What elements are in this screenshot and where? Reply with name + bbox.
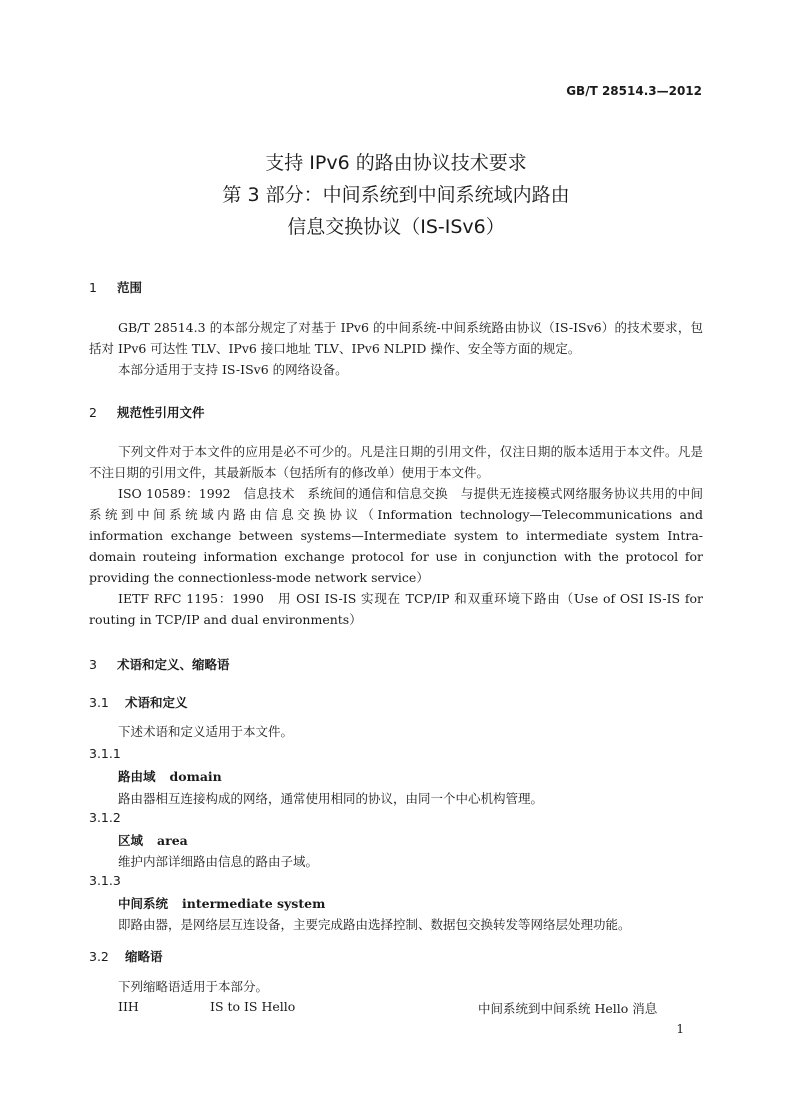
page-number: 1 [676, 1022, 684, 1036]
abbreviation: IIH [118, 999, 139, 1014]
subsection-title: 术语和定义 [125, 695, 188, 710]
paragraph: 下述术语和定义适用于本文件。 [118, 724, 294, 739]
abbreviation-expansion: IS to IS Hello [210, 999, 296, 1014]
section-number: 1 [89, 280, 97, 295]
subsection-title: 缩略语 [125, 949, 163, 964]
title-line-2: 第 3 部分：中间系统到中间系统域内路由 [222, 184, 570, 206]
term-number: 3.1.1 [89, 746, 121, 761]
section-number: 2 [89, 405, 97, 420]
paragraph: 本部分适用于支持 IS-ISv6 的网络设备。 [118, 362, 348, 377]
section-title: 范围 [117, 280, 143, 295]
subsection-heading [89, 693, 188, 711]
term-number: 3.1.2 [89, 810, 121, 825]
term-definition: 即路由器，是网络层互连设备，主要完成路由选择控制、数据包交换转发等网络层处理功能。 [118, 917, 631, 932]
title-line-3: 信息交换协议（IS-ISv6） [287, 216, 505, 238]
term-number: 3.1.3 [89, 873, 121, 888]
section-number: 3 [89, 657, 97, 672]
abbreviation-meaning: 中间系统到中间系统 Hello 消息 [478, 1001, 658, 1016]
standard-number: GB/T 28514.3—2012 [566, 84, 702, 98]
title-line-1: 支持 IPv6 的路由协议技术要求 [265, 152, 527, 174]
reference-iso-10589: ISO 10589：1992 信息技术 系统间的通信和信息交换 与提供无连接模式网络服务协议共用的中间系统到中间系统域内路由信息交换协议（Information technology—Telecommunications and information exchange between systems—Intermediate system to intermediate system Intra-domain routeing information exchange protocol for use in conjunction with the protocol for providing the connectionless-mode network service） [89, 486, 703, 585]
paragraph: GB/T 28514.3 的本部分规定了对基于 IPv6 的中间系统-中间系统路由协议（IS-ISv6）的技术要求，包括对 IPv6 可达性 TLV、IPv6 接口地址 TLV、IPv6 NLPID 操作、安全等方面的规定。 [89, 320, 703, 356]
section-heading [89, 278, 142, 296]
term-title: 路由域 domain [118, 769, 222, 784]
term-title: 区域 area [118, 833, 188, 848]
section-title: 术语和定义、缩略语 [117, 657, 230, 672]
term-definition: 路由器相互连接构成的网络，通常使用相同的协议，由同一个中心机构管理。 [118, 791, 544, 806]
paragraph: 下列缩略语适用于本部分。 [118, 979, 269, 994]
subsection-number: 3.2 [89, 949, 109, 964]
section-title: 规范性引用文件 [117, 405, 205, 420]
paragraph: 下列文件对于本文件的应用是必不可少的。凡是注日期的引用文件，仅注日期的版本适用于本文件。凡是不注日期的引用文件，其最新版本（包括所有的修改单）使用于本文件。 [89, 444, 703, 480]
term-definition: 维护内部详细路由信息的路由子域。 [118, 854, 319, 869]
term-title: 中间系统 intermediate system [118, 896, 326, 911]
reference-rfc-1195: IETF RFC 1195：1990 用 OSI IS-IS 实现在 TCP/IP 和双重环境下路由（Use of OSI IS-IS for routing in TCP/IP and dual environments） [89, 591, 703, 627]
subsection-number: 3.1 [89, 695, 109, 710]
section-heading [89, 655, 230, 673]
section-heading [89, 403, 205, 421]
subsection-heading [89, 947, 163, 965]
